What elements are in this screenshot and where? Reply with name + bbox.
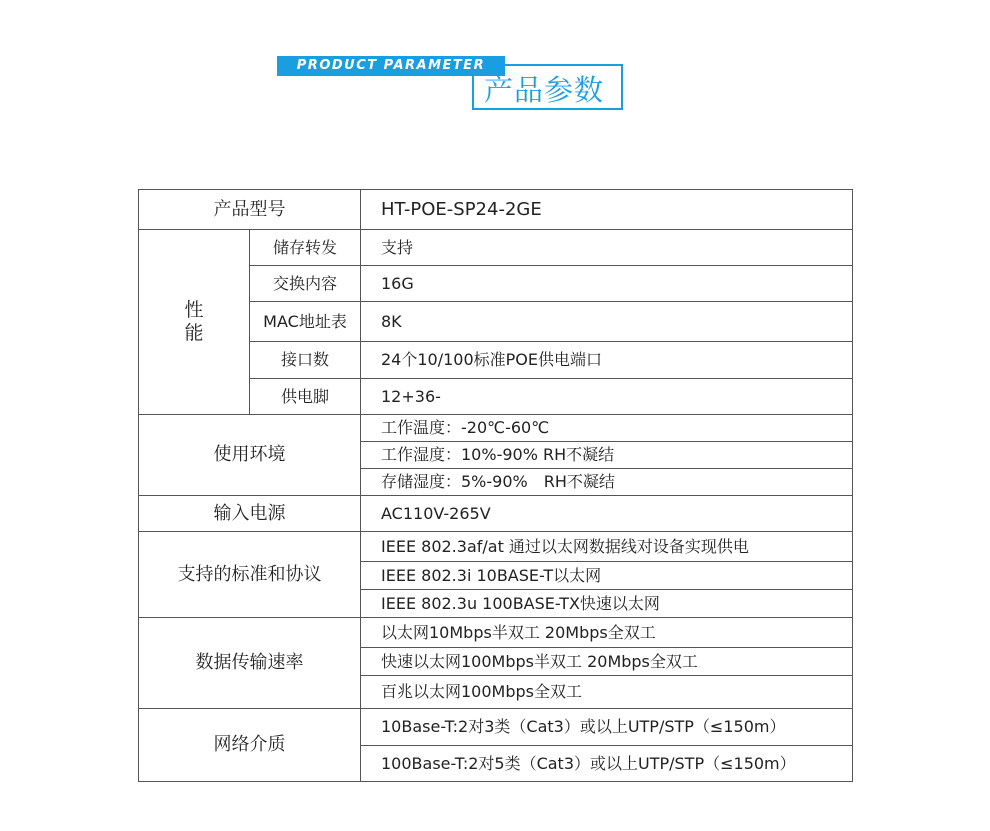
perf-value: 24个10/100标准POE供电端口	[361, 342, 853, 379]
perf-sub-label: 接口数	[250, 342, 361, 379]
rate-values	[361, 618, 853, 709]
table-row-rate	[139, 618, 853, 709]
table-row-model	[139, 190, 853, 230]
standards-label: 支持的标准和协议	[139, 532, 361, 618]
standards-value: IEEE 802.3af/at 通过以太网数据线对设备实现供电	[381, 536, 749, 556]
environment-value: 工作温度：-20℃-60℃	[381, 418, 550, 438]
environment-value: 工作湿度：10%-90% RH不凝结	[361, 441, 852, 468]
spec-table	[138, 189, 853, 782]
environment-label: 使用环境	[139, 415, 361, 496]
table-row-environment	[139, 415, 853, 496]
rate-label: 数据传输速率	[139, 618, 361, 709]
perf-sub-label: 交换内容	[250, 266, 361, 302]
perf-sub-label: 供电脚	[250, 379, 361, 415]
perf-value: 16G	[361, 266, 853, 302]
perf-value: 12+36-	[361, 379, 853, 415]
rate-value: 快速以太网100Mbps半双工 20Mbps全双工	[361, 647, 852, 675]
performance-label-line2: 能	[184, 322, 204, 344]
medium-value: 100Base-T:2对5类（Cat3）或以上UTP/STP（≤150m）	[361, 745, 852, 781]
table-row-perf-1	[139, 230, 853, 266]
standards-value: IEEE 802.3i 10BASE-T以太网	[361, 561, 852, 589]
power-label: 输入电源	[139, 496, 361, 532]
perf-value: 支持	[361, 230, 853, 266]
medium-values	[361, 709, 853, 782]
performance-label	[139, 230, 250, 415]
standards-value: IEEE 802.3u 100BASE-TX快速以太网	[361, 589, 852, 617]
perf-sub-label: 储存转发	[250, 230, 361, 266]
section-title-en: PRODUCT PARAMETER	[277, 56, 505, 76]
rate-value: 以太网10Mbps半双工 20Mbps全双工	[381, 622, 656, 642]
environment-values	[361, 415, 853, 496]
performance-label-line1: 性	[184, 299, 204, 322]
section-title-cn: 产品参数	[484, 73, 605, 107]
table-row-power	[139, 496, 853, 532]
model-label: 产品型号	[139, 190, 361, 230]
perf-sub-label: MAC地址表	[250, 302, 361, 342]
table-row-standards	[139, 532, 853, 618]
standards-values	[361, 532, 853, 618]
model-value: HT-POE-SP24-2GE	[361, 190, 853, 230]
power-value: AC110V-265V	[361, 496, 853, 532]
medium-value: 10Base-T:2对3类（Cat3）或以上UTP/STP（≤150m）	[381, 717, 786, 737]
medium-label: 网络介质	[139, 709, 361, 782]
rate-value: 百兆以太网100Mbps全双工	[361, 675, 852, 708]
environment-value: 存储湿度：5%-90% RH不凝结	[361, 468, 852, 495]
table-row-medium	[139, 709, 853, 782]
perf-value: 8K	[361, 302, 853, 342]
